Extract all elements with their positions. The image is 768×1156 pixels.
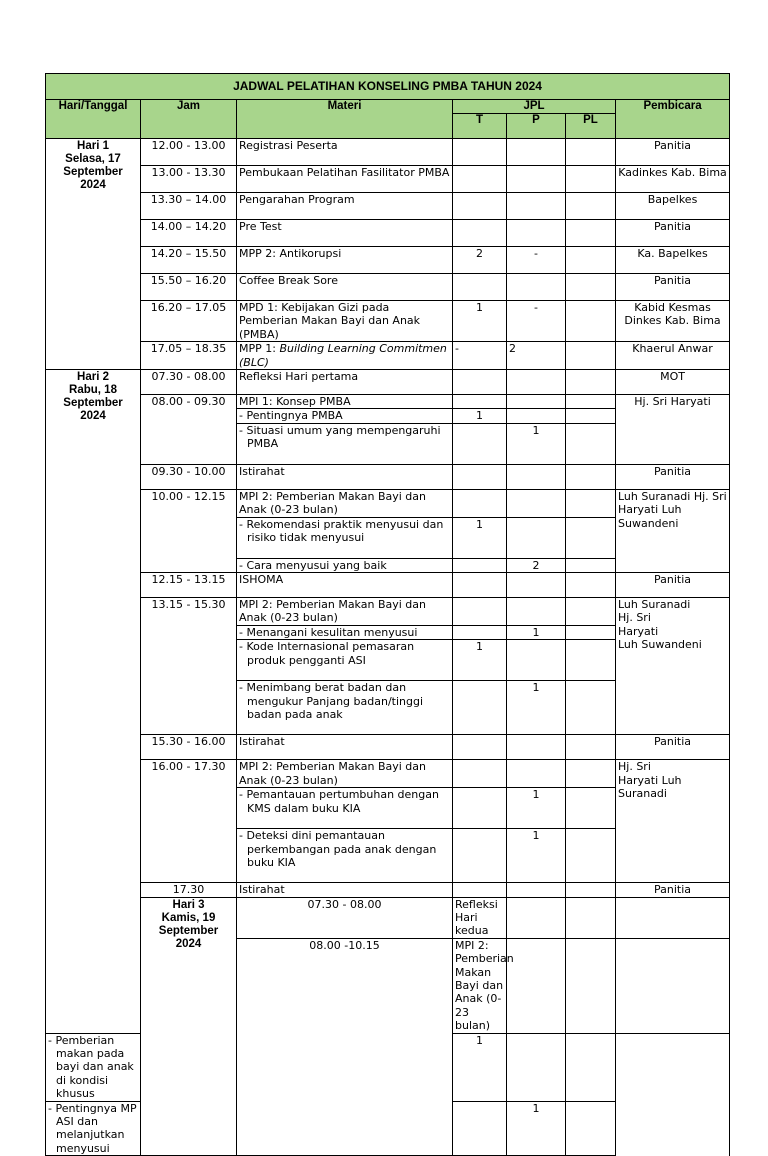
table-row bbox=[46, 274, 730, 301]
materi-cell: Istirahat bbox=[237, 883, 453, 897]
jpl-p-cell: 2 bbox=[507, 558, 566, 572]
jpl-pl-cell bbox=[566, 274, 616, 301]
time-cell: 10.00 - 12.15 bbox=[141, 489, 237, 572]
pembicara-cell bbox=[616, 760, 730, 883]
pembicara-line: Haryati Luh bbox=[618, 773, 682, 787]
day-line: Hari 1 bbox=[77, 140, 109, 152]
table-row bbox=[46, 370, 730, 395]
jpl-pl-cell bbox=[566, 342, 616, 370]
jpl-pl-cell bbox=[566, 788, 616, 829]
jpl-p-cell bbox=[507, 883, 566, 897]
materi-cell: MPD 1: Kebijakan Gizi pada Pemberian Makan Bayi dan Anak (PMBA) bbox=[237, 301, 453, 342]
jpl-p-cell bbox=[507, 598, 566, 626]
jpl-p-cell bbox=[566, 938, 616, 1033]
jpl-t-cell bbox=[453, 220, 507, 247]
materi-cell: - Pentingnya PMBA bbox=[237, 409, 453, 423]
table-row bbox=[46, 897, 730, 938]
table-row bbox=[46, 166, 730, 193]
pembicara-cell: Panitia bbox=[616, 735, 730, 760]
jpl-p-cell: 1 bbox=[507, 829, 566, 883]
pembicara-cell: Hj. Sri Haryati bbox=[616, 395, 730, 465]
pembicara-line: Hj. Sri bbox=[618, 611, 651, 625]
pembicara-cell: Ka. Bapelkes bbox=[616, 247, 730, 274]
jpl-p-cell bbox=[507, 139, 566, 166]
pembicara-cell: Kabid Kesmas Dinkes Kab. Bima bbox=[616, 301, 730, 342]
jpl-pl-cell bbox=[566, 139, 616, 166]
materi-cell bbox=[237, 681, 453, 735]
jpl-pl-cell bbox=[566, 1033, 616, 1101]
materi-cell bbox=[46, 1101, 141, 1156]
materi-cell bbox=[237, 423, 453, 464]
jpl-pl-cell bbox=[566, 166, 616, 193]
jpl-pl-cell bbox=[566, 640, 616, 681]
table-row bbox=[46, 489, 730, 517]
materi-cell bbox=[237, 517, 453, 558]
time-cell: 14.20 – 15.50 bbox=[141, 247, 237, 274]
jpl-t-cell bbox=[453, 395, 507, 409]
materi-cell: MPP 2: Antikorupsi bbox=[237, 247, 453, 274]
time-cell: 12.15 - 13.15 bbox=[141, 573, 237, 598]
day-line: September bbox=[158, 924, 219, 937]
jpl-t-cell bbox=[453, 788, 507, 829]
jpl-p-cell: 1 bbox=[507, 625, 566, 639]
header-materi: Materi bbox=[237, 100, 453, 139]
jpl-t-cell bbox=[453, 489, 507, 517]
materi-cell: Registrasi Peserta bbox=[237, 139, 453, 166]
jpl-t-cell bbox=[453, 883, 507, 897]
materi-cell: MPI 1: Konsep PMBA bbox=[237, 395, 453, 409]
header-jam: Jam bbox=[141, 100, 237, 139]
pembicara-cell: Panitia bbox=[616, 274, 730, 301]
day-line: 2024 bbox=[80, 410, 106, 423]
jpl-pl-cell bbox=[616, 897, 730, 938]
jpl-t-cell bbox=[453, 166, 507, 193]
time-cell: 16.20 – 17.05 bbox=[141, 301, 237, 342]
materi-sub: - Menimbang berat badan dan mengukur Panjang badan/tinggi badan pada anak bbox=[239, 681, 424, 722]
jpl-p-cell: 1 bbox=[507, 788, 566, 829]
materi-cell: Istirahat bbox=[237, 464, 453, 489]
materi-cell bbox=[237, 788, 453, 829]
jpl-pl-cell bbox=[566, 409, 616, 423]
header-p: P bbox=[507, 114, 566, 139]
jpl-p-cell: - bbox=[507, 301, 566, 342]
pembicara-cell: Luh Suranadi Hj. Sri Haryati Luh Suwandeni bbox=[616, 489, 730, 572]
jpl-t-cell: 1 bbox=[453, 640, 507, 681]
jpl-t-cell bbox=[453, 598, 507, 626]
materi-cell: - Menangani kesulitan menyusui bbox=[237, 625, 453, 639]
materi-cell: MPI 2: Pemberian Makan Bayi dan Anak (0-23 bulan) bbox=[237, 489, 453, 517]
jpl-pl-cell bbox=[566, 423, 616, 464]
day-cell-3 bbox=[141, 897, 237, 1156]
jpl-pl-cell bbox=[616, 938, 730, 1033]
jpl-t-cell bbox=[453, 625, 507, 639]
materi-sub: - Deteksi dini pemantauan perkembangan pada anak dengan buku KIA bbox=[239, 829, 437, 869]
time-cell: 17.30 bbox=[141, 883, 237, 897]
table-row bbox=[46, 735, 730, 760]
materi-sub: - Pemantauan pertumbuhan dengan KMS dalam buku KIA bbox=[239, 788, 439, 815]
jpl-p-cell bbox=[507, 370, 566, 395]
day-line: September bbox=[63, 397, 123, 410]
header-pembicara: Pembicara bbox=[616, 100, 730, 139]
jpl-t-cell bbox=[453, 464, 507, 489]
jpl-p-cell bbox=[507, 517, 566, 558]
jpl-p-cell: 1 bbox=[507, 681, 566, 735]
pembicara-cell: Panitia bbox=[616, 464, 730, 489]
jpl-t-cell bbox=[453, 370, 507, 395]
jpl-p-cell: 2 bbox=[507, 342, 566, 370]
pembicara-cell: Panitia bbox=[616, 220, 730, 247]
pembicara-line: Haryati bbox=[618, 624, 659, 638]
jpl-t-cell: 2 bbox=[453, 247, 507, 274]
jpl-p-cell bbox=[507, 760, 566, 788]
time-cell: 12.00 - 13.00 bbox=[141, 139, 237, 166]
materi-sub: - Kode Internasional pemasaran produk pengganti ASI bbox=[239, 640, 415, 667]
materi-cell: ISHOMA bbox=[237, 573, 453, 598]
day-cell-2 bbox=[46, 370, 141, 1034]
jpl-t-cell bbox=[453, 193, 507, 220]
time-cell: 09.30 - 10.00 bbox=[141, 464, 237, 489]
day-line: Hari 2 bbox=[77, 371, 109, 384]
jpl-pl-cell bbox=[566, 1101, 616, 1156]
jpl-t-cell bbox=[453, 760, 507, 788]
jpl-t-cell bbox=[453, 681, 507, 735]
jpl-pl-cell bbox=[566, 829, 616, 883]
jpl-pl-cell bbox=[566, 464, 616, 489]
schedule-title: JADWAL PELATIHAN KONSELING PMBA TAHUN 2024 bbox=[46, 74, 730, 100]
time-cell: 08.00 -10.15 bbox=[237, 938, 453, 1156]
jpl-p-cell bbox=[507, 573, 566, 598]
header-row-1 bbox=[46, 100, 730, 114]
day-line: Selasa, 17 bbox=[65, 153, 121, 165]
materi-sub: - Pentingnya MP ASI dan melanjutkan menyusui bbox=[48, 1101, 137, 1155]
jpl-p-cell bbox=[507, 1033, 566, 1101]
materi-cell: Refleksi Hari pertama bbox=[237, 370, 453, 395]
materi-cell: MPI 2: Pemberian Makan Bayi dan Anak (0-23 bulan) bbox=[453, 938, 507, 1033]
table-row bbox=[46, 760, 730, 788]
jpl-pl-cell bbox=[566, 558, 616, 572]
day-line: Hari 3 bbox=[172, 898, 205, 911]
table-row bbox=[46, 342, 730, 370]
table-row bbox=[46, 598, 730, 626]
materi-cell: MPI 2: Pemberian Makan Bayi dan Anak (0-23 bulan) bbox=[237, 760, 453, 788]
header-t: T bbox=[453, 114, 507, 139]
jpl-p-cell bbox=[507, 489, 566, 517]
table-row bbox=[46, 464, 730, 489]
table-row bbox=[46, 395, 730, 409]
table-row bbox=[46, 573, 730, 598]
materi-cell: Pengarahan Program bbox=[237, 193, 453, 220]
jpl-t-cell bbox=[453, 735, 507, 760]
jpl-pl-cell bbox=[566, 681, 616, 735]
materi-cell: - Cara menyusui yang baik bbox=[237, 558, 453, 572]
materi-prefix: MPP 1: bbox=[239, 342, 280, 356]
day-cell-1 bbox=[46, 139, 141, 370]
time-cell: 13.00 - 13.30 bbox=[141, 166, 237, 193]
pembicara-line: Hj. Sri bbox=[618, 760, 651, 774]
jpl-t-cell bbox=[453, 1101, 507, 1156]
time-cell: 07.30 - 08.00 bbox=[141, 370, 237, 395]
schedule-table bbox=[45, 73, 730, 1156]
jpl-p-cell bbox=[507, 166, 566, 193]
materi-cell: Refleksi Hari kedua bbox=[453, 897, 507, 938]
jpl-t-cell bbox=[453, 423, 507, 464]
jpl-t-cell bbox=[453, 829, 507, 883]
jpl-pl-cell bbox=[566, 760, 616, 788]
jpl-pl-cell bbox=[566, 489, 616, 517]
jpl-t-cell bbox=[453, 274, 507, 301]
time-cell: 15.50 – 16.20 bbox=[141, 274, 237, 301]
jpl-t-cell bbox=[453, 558, 507, 572]
pembicara-cell: Panitia bbox=[616, 139, 730, 166]
pembicara-cell: Panitia bbox=[616, 573, 730, 598]
materi-italic: Building Learning Commitmen (BLC) bbox=[239, 342, 447, 369]
materi-cell: Coffee Break Sore bbox=[237, 274, 453, 301]
jpl-pl-cell bbox=[566, 395, 616, 409]
jpl-t-cell: 1 bbox=[453, 517, 507, 558]
schedule-sheet bbox=[45, 73, 729, 1156]
time-cell: 16.00 - 17.30 bbox=[141, 760, 237, 883]
time-cell: 13.15 - 15.30 bbox=[141, 598, 237, 735]
materi-sub: - Situasi umum yang mempengaruhi PMBA bbox=[239, 423, 441, 451]
time-cell: 14.00 – 14.20 bbox=[141, 220, 237, 247]
materi-cell bbox=[237, 640, 453, 681]
pembicara-cell: Bapelkes bbox=[616, 193, 730, 220]
table-row bbox=[46, 883, 730, 897]
pembicara-line: Suranadi bbox=[618, 787, 667, 801]
materi-cell bbox=[237, 342, 453, 370]
jpl-p-cell: 1 bbox=[507, 1101, 566, 1156]
time-cell: 13.30 – 14.00 bbox=[141, 193, 237, 220]
jpl-pl-cell bbox=[566, 220, 616, 247]
jpl-t-cell: 1 bbox=[453, 301, 507, 342]
materi-cell: MPI 2: Pemberian Makan Bayi dan Anak (0-23 bulan) bbox=[237, 598, 453, 626]
jpl-pl-cell bbox=[566, 517, 616, 558]
jpl-pl-cell bbox=[566, 573, 616, 598]
pembicara-cell: Khaerul Anwar bbox=[616, 342, 730, 370]
title-row bbox=[46, 74, 730, 100]
jpl-p-cell bbox=[507, 395, 566, 409]
jpl-p-cell bbox=[507, 274, 566, 301]
day-line: September bbox=[63, 166, 123, 178]
materi-cell: Istirahat bbox=[237, 735, 453, 760]
time-cell: 08.00 - 09.30 bbox=[141, 395, 237, 465]
day-line: Kamis, 19 bbox=[161, 911, 216, 924]
jpl-t-cell bbox=[507, 938, 566, 1033]
jpl-pl-cell bbox=[566, 370, 616, 395]
header-jpl: JPL bbox=[453, 100, 616, 114]
jpl-t-cell: - bbox=[453, 342, 507, 370]
materi-cell: Pembukaan Pelatihan Fasilitator PMBA bbox=[237, 166, 453, 193]
jpl-pl-cell bbox=[566, 735, 616, 760]
jpl-p-cell: - bbox=[507, 247, 566, 274]
day-line: 2024 bbox=[80, 179, 106, 191]
jpl-t-cell bbox=[453, 139, 507, 166]
jpl-p-cell bbox=[507, 193, 566, 220]
jpl-pl-cell bbox=[566, 883, 616, 897]
table-row bbox=[46, 220, 730, 247]
materi-cell bbox=[46, 1033, 141, 1101]
jpl-p-cell bbox=[507, 735, 566, 760]
jpl-pl-cell bbox=[566, 301, 616, 342]
jpl-p-cell bbox=[507, 409, 566, 423]
table-row bbox=[46, 193, 730, 220]
table-row bbox=[46, 301, 730, 342]
jpl-pl-cell bbox=[566, 598, 616, 626]
day-line: 2024 bbox=[175, 937, 202, 950]
table-row bbox=[46, 247, 730, 274]
header-hari: Hari/Tanggal bbox=[46, 100, 141, 139]
pembicara-cell bbox=[616, 598, 730, 735]
pembicara-line: Luh Suranadi bbox=[618, 598, 691, 612]
jpl-p-cell bbox=[566, 897, 616, 938]
pembicara-cell: Panitia bbox=[616, 883, 730, 897]
pembicara-line: Luh Suwandeni bbox=[618, 638, 702, 652]
time-cell: 07.30 - 08.00 bbox=[237, 897, 453, 938]
header-pl: PL bbox=[566, 114, 616, 139]
materi-cell: Pre Test bbox=[237, 220, 453, 247]
jpl-t-cell: 1 bbox=[453, 1033, 507, 1101]
time-cell: 17.05 – 18.35 bbox=[141, 342, 237, 370]
jpl-p-cell bbox=[507, 640, 566, 681]
materi-cell bbox=[237, 829, 453, 883]
jpl-p-cell: 1 bbox=[507, 423, 566, 464]
jpl-pl-cell bbox=[566, 247, 616, 274]
jpl-pl-cell bbox=[566, 193, 616, 220]
jpl-t-cell bbox=[453, 573, 507, 598]
jpl-t-cell bbox=[507, 897, 566, 938]
materi-sub: - Pemberian makan pada bayi dan anak di kondisi khusus bbox=[48, 1033, 134, 1101]
materi-sub: - Rekomendasi praktik menyusui dan risiko tidak menyusui bbox=[239, 517, 444, 545]
pembicara-cell: MOT bbox=[616, 370, 730, 395]
jpl-p-cell bbox=[507, 220, 566, 247]
jpl-t-cell: 1 bbox=[453, 409, 507, 423]
pembicara-cell: Kadinkes Kab. Bima bbox=[616, 166, 730, 193]
time-cell: 15.30 - 16.00 bbox=[141, 735, 237, 760]
jpl-p-cell bbox=[507, 464, 566, 489]
table-row bbox=[46, 139, 730, 166]
day-line: Rabu, 18 bbox=[69, 384, 117, 397]
jpl-pl-cell bbox=[566, 625, 616, 639]
